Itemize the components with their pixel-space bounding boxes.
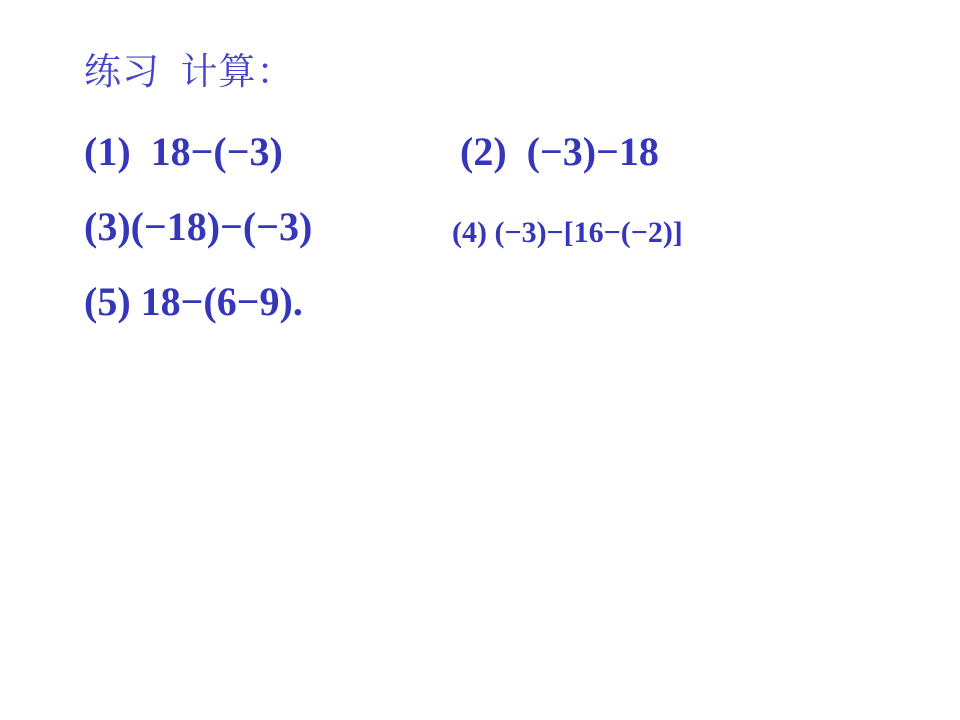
slide-title: 练习 计算： <box>84 52 295 93</box>
problem-4: (4) (−3)−[16−(−2)] <box>452 216 683 249</box>
problem-1: (1) 18−(−3) <box>84 129 283 174</box>
problem-2: (2) (−3)−18 <box>460 129 659 174</box>
problem-5: (5) 18−(6−9). <box>84 279 303 324</box>
problem-3: (3)(−18)−(−3) <box>84 204 313 249</box>
